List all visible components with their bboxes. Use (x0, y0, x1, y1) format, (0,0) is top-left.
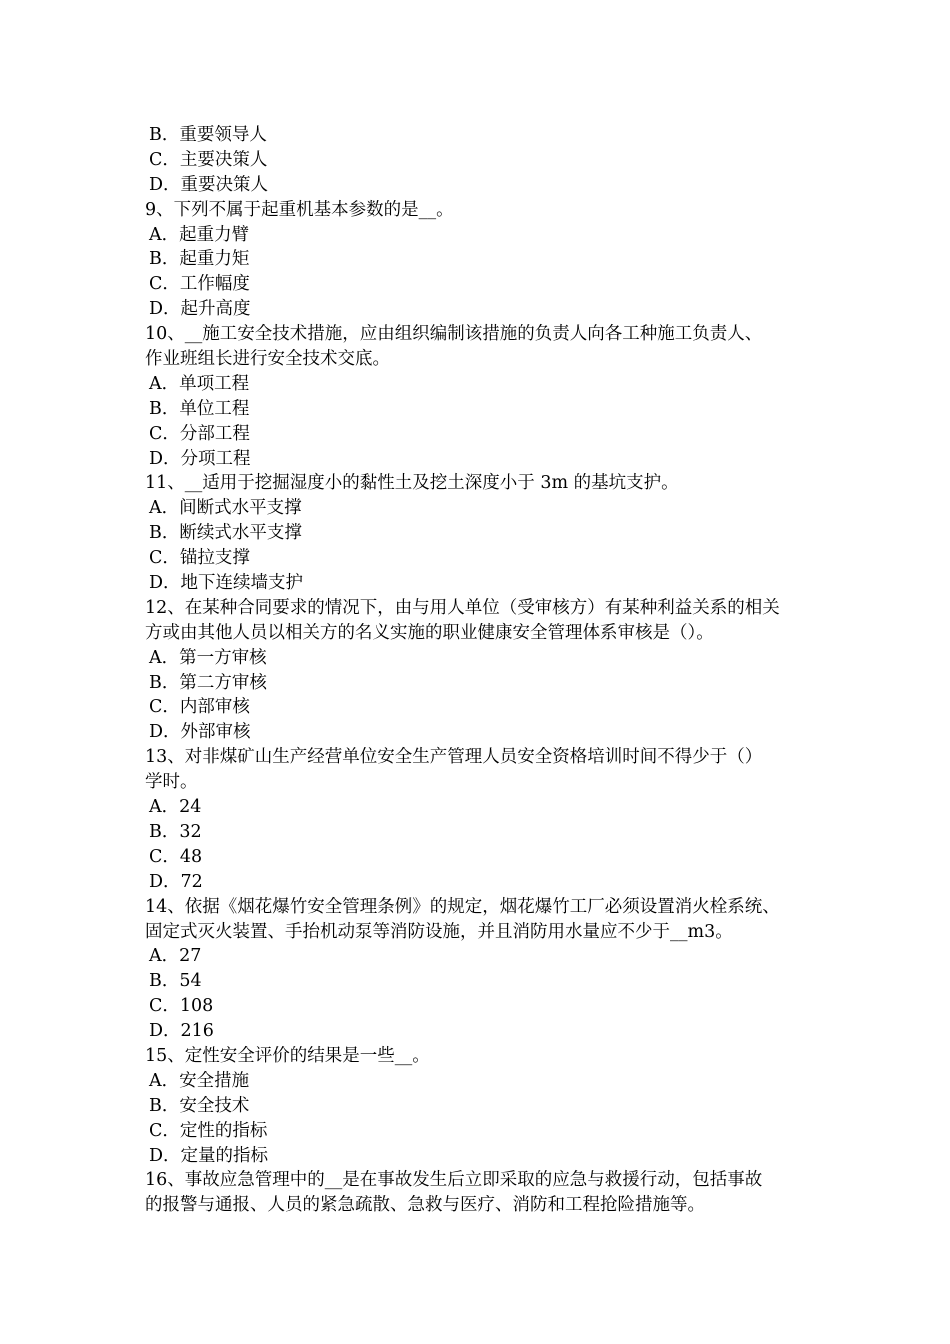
question-text: 10、__施工安全技术措施，应由组织编制该措施的负责人向各工种施工负责人、 (145, 324, 763, 345)
question-text: 13、对非煤矿山生产经营单位安全生产管理人员安全资格培训时间不得少于（） (145, 747, 763, 768)
question-text: 作业班组长进行安全技术交底。 (145, 349, 390, 370)
question-text: 11、__适用于挖掘湿度小的黏性土及挖土深度小于 3m 的基坑支护。 (145, 473, 679, 494)
answer-option: D．外部审核 (149, 722, 251, 743)
document-body (145, 123, 815, 1218)
answer-option: C．108 (149, 996, 214, 1017)
answer-option: B．安全技术 (149, 1095, 250, 1116)
answer-option: D．分项工程 (149, 448, 251, 469)
question-text: 学时。 (145, 772, 198, 793)
answer-option: A．起重力臂 (149, 224, 250, 245)
answer-option: B．重要领导人 (149, 125, 267, 145)
answer-option: A．27 (149, 946, 202, 967)
question-text: 15、定性安全评价的结果是一些__。 (145, 1045, 430, 1066)
answer-option: C．主要决策人 (149, 149, 268, 170)
question-text: 的报警与通报、人员的紧急疏散、急救与医疗、消防和工程抢险措施等。 (145, 1195, 705, 1216)
answer-option: D．定量的指标 (149, 1145, 269, 1166)
question-text: 9、下列不属于起重机基本参数的是__。 (145, 199, 454, 220)
answer-option: A．单项工程 (149, 373, 250, 394)
answer-option: D．地下连续墙支护 (149, 573, 304, 594)
answer-option: D．起升高度 (149, 299, 251, 320)
answer-option: B．断续式水平支撑 (149, 523, 302, 544)
answer-option: A．间断式水平支撑 (149, 498, 302, 519)
answer-option: D．216 (149, 1021, 214, 1042)
question-text: 方或由其他人员以相关方的名义实施的职业健康安全管理体系审核是（）。 (145, 622, 714, 643)
answer-option: B．单位工程 (149, 398, 250, 419)
answer-option: C．工作幅度 (149, 274, 250, 295)
answer-option: B．第二方审核 (149, 672, 267, 693)
answer-option: A．安全措施 (149, 1070, 250, 1091)
answer-option: B．起重力矩 (149, 249, 250, 270)
answer-option: B．54 (149, 971, 202, 992)
question-text: 12、在某种合同要求的情况下，由与用人单位（受审核方）有某种利益关系的相关 (145, 597, 780, 618)
answer-option: C．内部审核 (149, 697, 250, 718)
question-text: 固定式灭火装置、手抬机动泵等消防设施，并且消防用水量应不少于__m3。 (145, 921, 733, 942)
answer-option: C．定性的指标 (149, 1120, 268, 1141)
answer-option: C．锚拉支撑 (149, 548, 250, 569)
answer-option: A．第一方审核 (149, 647, 267, 668)
answer-option: C．48 (149, 846, 203, 867)
question-text: 16、事故应急管理中的__是在事故发生后立即采取的应急与救援行动，包括事故 (145, 1170, 763, 1191)
answer-option: C．分部工程 (149, 423, 250, 444)
answer-option: A．24 (149, 797, 202, 818)
question-text: 14、依据《烟花爆竹安全管理条例》的规定，烟花爆竹工厂必须设置消火栓系统、 (145, 896, 780, 917)
answer-option: D．72 (149, 871, 203, 892)
answer-option: D．重要决策人 (149, 174, 269, 195)
answer-option: B．32 (149, 821, 202, 842)
